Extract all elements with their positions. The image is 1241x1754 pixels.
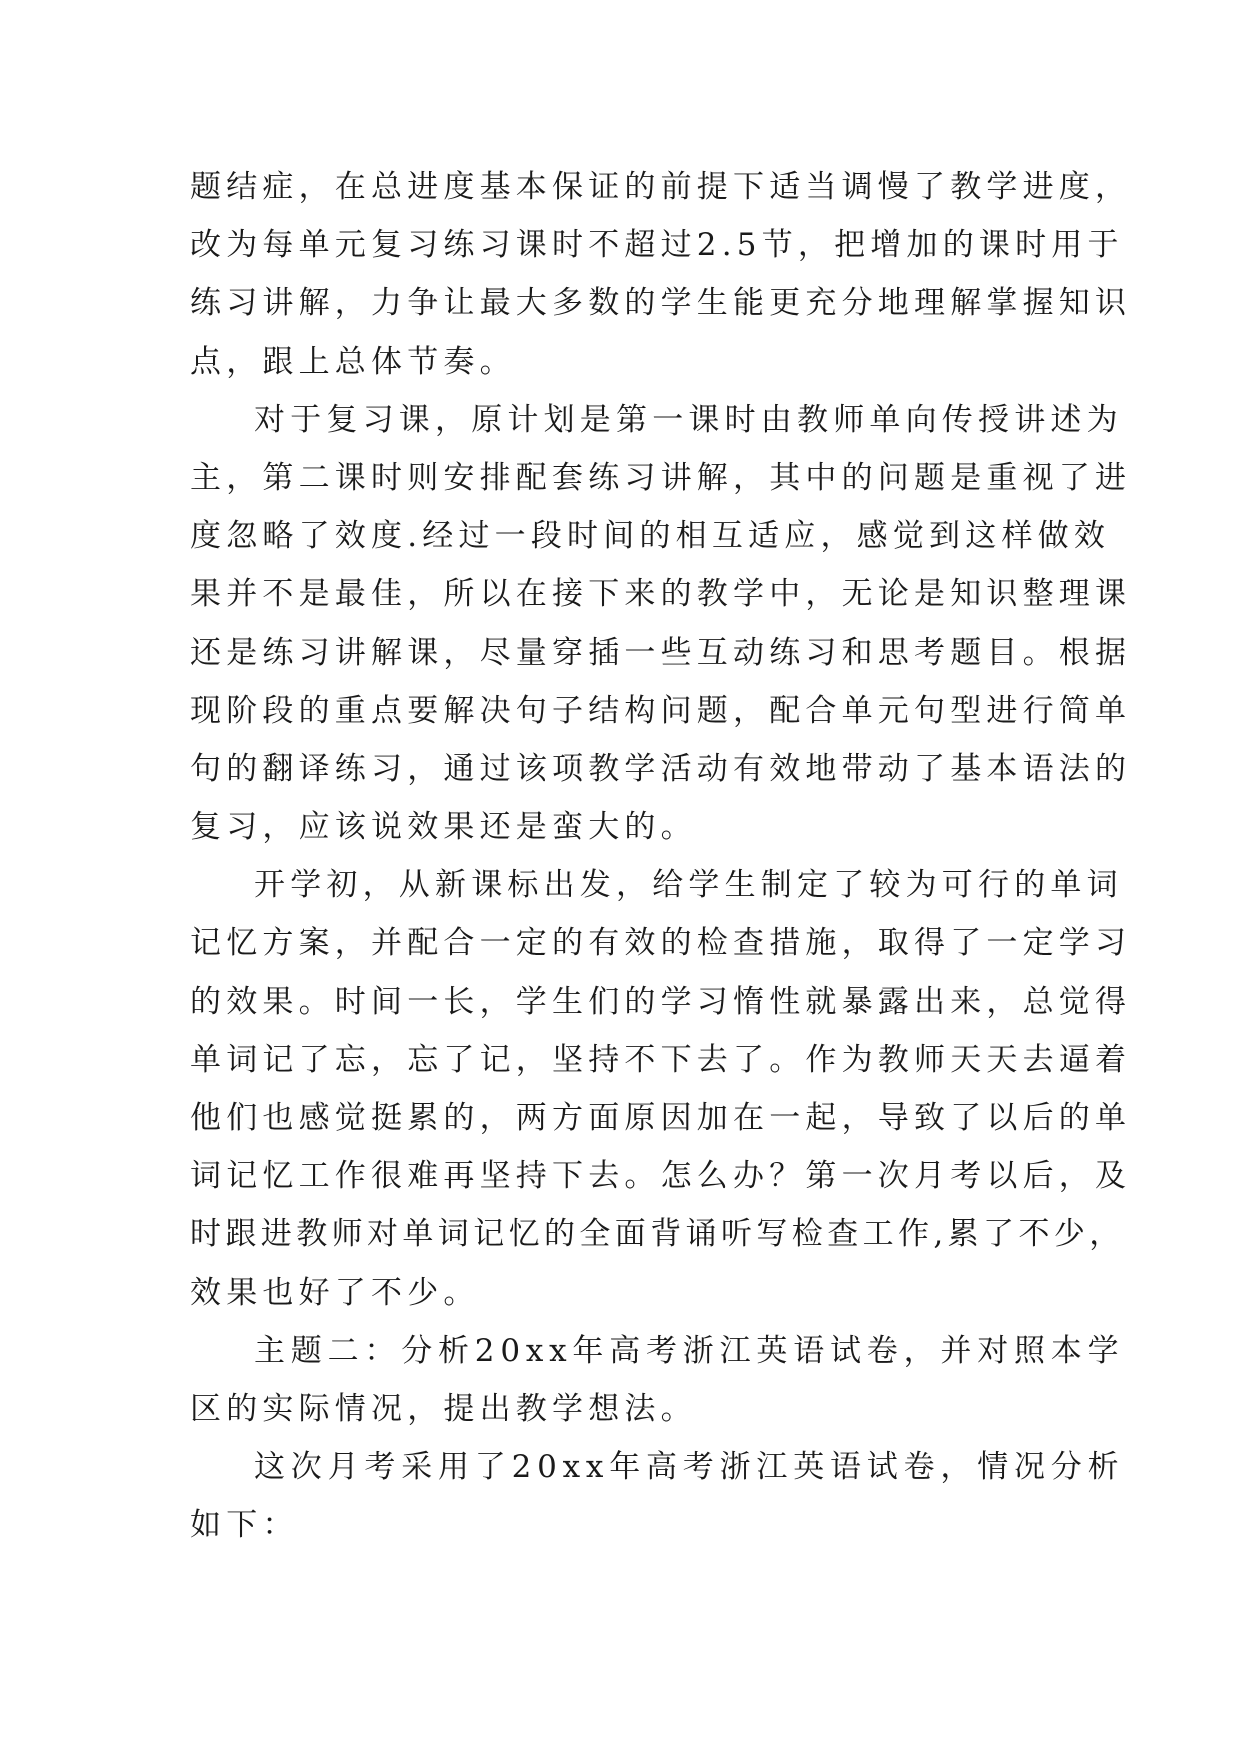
text-line: 记忆方案，并配合一定的有效的检查措施，取得了一定学习 [190,925,1132,962]
paragraph-exam-analysis [190,1438,1125,1554]
text-line: 题结症，在总进度基本保证的前提下适当调慢了教学进度， [190,169,1132,205]
text-line: 如下： [190,1507,299,1544]
text-line: 的效果。时间一长，学生们的学习惰性就暴露出来，总觉得 [190,983,1132,1020]
text-line: 果并不是最佳，所以在接下来的教学中，无论是知识整理课 [190,576,1132,613]
text-line: 单词记了忘，忘了记，坚持不下去了。作为教师天天去逼着 [190,1041,1132,1078]
text-line: 复习，应该说效果还是蛮大的。 [190,809,697,846]
text-line: 还是练习讲解课，尽量穿插一些互动练习和思考题目。根据 [190,634,1132,671]
text-line: 主，第二课时则安排配套练习讲解，其中的问题是重视了进 [190,459,1132,496]
text-line: 对于复习课，原计划是第一课时由教师单向传授讲述为 [254,401,1123,438]
text-line: 这次月考采用了20xx年高考浙江英语试卷，情况分析 [254,1449,1125,1486]
document-body [190,158,1132,1555]
text-line: 他们也感觉挺累的，两方面原因加在一起，导致了以后的单 [190,1100,1132,1136]
text-line: 时跟进教师对单词记忆的全面背诵听写检查工作,累了不少， [190,1216,1125,1253]
text-line: 现阶段的重点要解决句子结构问题，配合单元句型进行简单 [190,692,1132,729]
paragraph-theme-two [190,1322,1125,1438]
text-line: 区的实际情况，提出教学想法。 [190,1390,697,1427]
paragraph-vocabulary-plan [190,856,1132,1322]
text-line: 改为每单元复习练习课时不超过2.5节，把增加的课时用于 [190,227,1124,264]
text-line: 效果也好了不少。 [190,1274,480,1311]
text-line: 开学初，从新课标出发，给学生制定了较为可行的单词 [254,867,1123,904]
text-line: 练习讲解，力争让最大多数的学生能更充分地理解掌握知识 [190,285,1132,322]
text-line: 点，跟上总体节奏。 [190,343,516,380]
text-line: 度忽略了效度.经过一段时间的相互适应，感觉到这样做效 [190,518,1111,555]
text-line: 词记忆工作很难再坚持下去。怎么办？第一次月考以后，及 [190,1158,1132,1195]
paragraph-review-lessons [190,391,1132,857]
text-line: 句的翻译练习，通过该项教学活动有效地带动了基本语法的 [190,750,1132,787]
text-line: 主题二：分析20xx年高考浙江英语试卷，并对照本学 [254,1332,1125,1369]
paragraph-progress-adjustment [190,158,1132,391]
